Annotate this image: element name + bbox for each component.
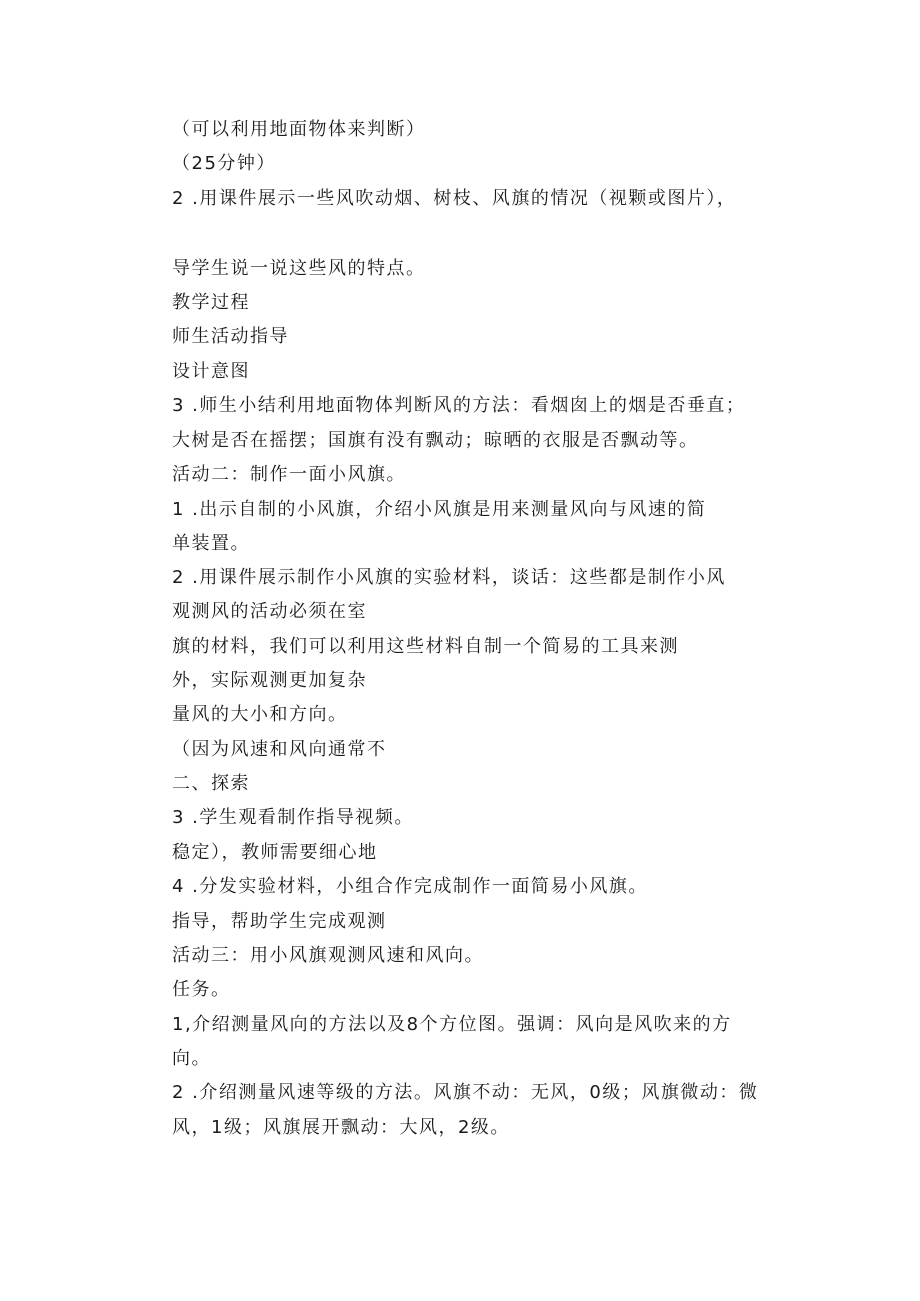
text-line: 导学生说一说这些风的特点。: [172, 258, 426, 279]
text-line: 二、探索: [172, 773, 250, 794]
text-line: 向。: [172, 1048, 211, 1069]
text-line: 稳定），教师需要细心地: [172, 842, 378, 863]
text-line: 设计意图: [172, 361, 250, 382]
text-line: （因为风速和风向通常不: [172, 739, 387, 760]
text-line: 外，实际观测更加复杂: [172, 670, 367, 691]
text-line: 大树是否在摇摆；国旗有没有飘动；晾晒的衣服是否飘动等。: [172, 430, 699, 451]
text-line: （25分钟）: [172, 153, 276, 174]
text-line: 师生活动指导: [172, 326, 289, 347]
text-line: 4 .分发实验材料，小组合作完成制作一面简易小风旗。: [172, 876, 648, 897]
text-line: 3 .学生观看制作指导视频。: [172, 807, 414, 828]
text-line: 量风的大小和方向。: [172, 704, 348, 725]
text-line: （可以利用地面物体来判断）: [172, 119, 426, 140]
text-line: 旗的材料，我们可以利用这些材料自制一个简易的工具来测: [172, 636, 679, 657]
text-line: 活动三：用小风旗观测风速和风向。: [172, 945, 484, 966]
text-line: 任务。: [172, 979, 231, 1000]
text-line: 单装置。: [172, 533, 250, 554]
text-line: 教学过程: [172, 292, 250, 313]
text-line: 指导，帮助学生完成观测: [172, 911, 387, 932]
text-line: 2 .介绍测量风速等级的方法。风旗不动：无风，0级；风旗微动：微: [172, 1082, 759, 1103]
text-line: 观测风的活动必须在室: [172, 601, 367, 622]
text-line: 3 .师生小结利用地面物体判断风的方法：看烟囱上的烟是否垂直；: [172, 395, 746, 416]
text-line: 2 .用课件展示制作小风旗的实验材料，谈话：这些都是制作小风: [172, 567, 726, 588]
text-line: 活动二：制作一面小风旗。: [172, 464, 406, 485]
text-line: 风，1级；风旗展开飘动：大风，2级。: [172, 1117, 510, 1138]
text-line: 1 .出示自制的小风旗，介绍小风旗是用来测量风向与风速的简: [172, 499, 707, 520]
text-line: 1,介绍测量风向的方法以及8个方位图。强调：风向是风吹来的方: [172, 1014, 732, 1035]
text-line: 2 .用课件展示一些风吹动烟、树枝、风旗的情况（视颗或图片），: [172, 188, 737, 209]
